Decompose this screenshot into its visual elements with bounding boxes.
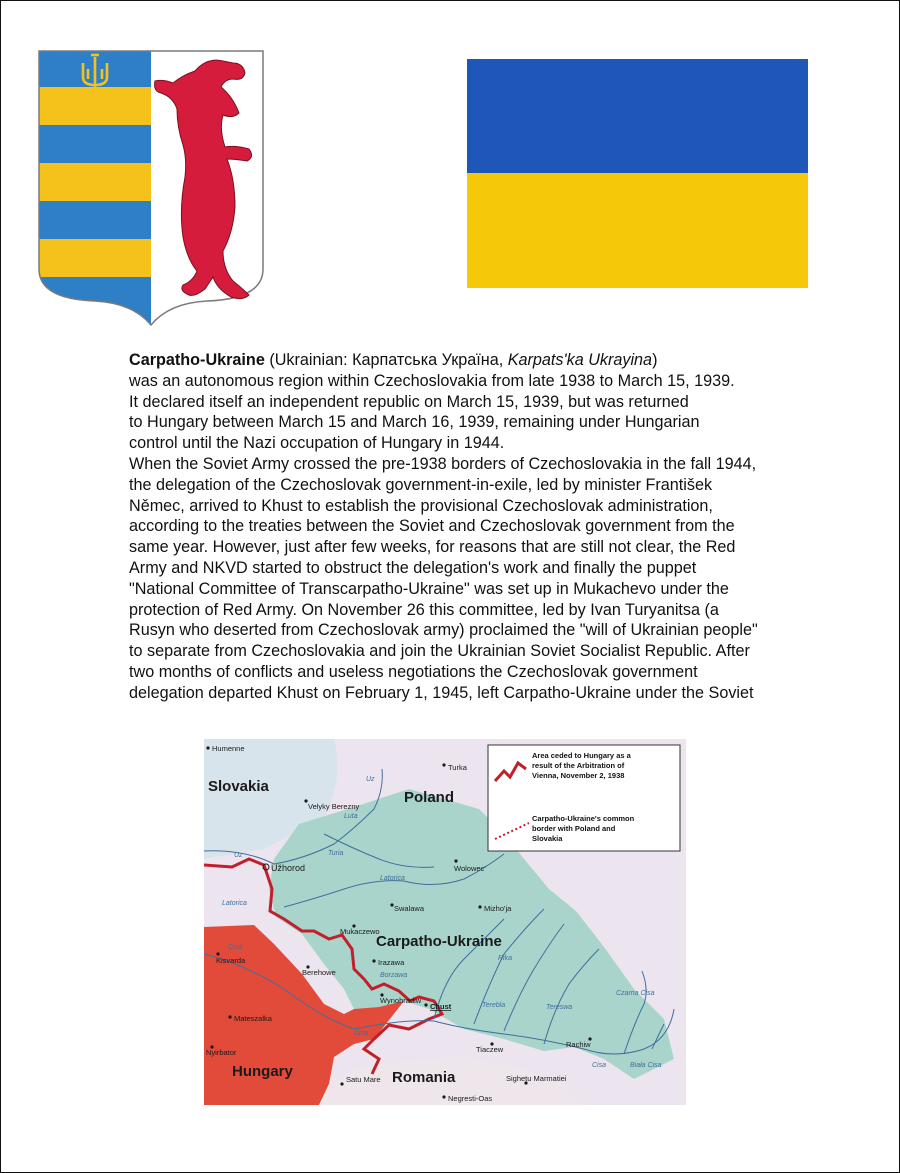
town-swalawa: Swalawa <box>394 904 425 913</box>
town-mukaczewo: Mukaczewo <box>340 927 380 936</box>
article-line: same year. However, just after few weeks, for reasons that are still not clear, the Red <box>129 538 736 557</box>
town-chust: Chust <box>430 1002 452 1011</box>
town-dot <box>424 1003 427 1006</box>
article-line: control until the Nazi occupation of Hungary in 1944. <box>129 434 505 453</box>
article-line: Army and NKVD started to obstruct the delegation's work and finally the puppet <box>129 558 697 577</box>
map-legend <box>488 745 680 851</box>
river-label-terebla: Terebla <box>482 1002 506 1009</box>
town-dot <box>442 1095 445 1098</box>
river-label-uz: Uz <box>366 776 375 783</box>
historical-map <box>204 739 686 1105</box>
town-nyirbator: Nyirbator <box>206 1048 237 1057</box>
coat-of-arms <box>37 49 265 327</box>
legend-border-line: Carpatho-Ukraine's common <box>532 814 635 823</box>
town-berehowe: Berehowe <box>302 968 336 977</box>
article-line: to separate from Czechoslovakia and join the Ukrainian Soviet Socialist Republic. After <box>129 642 750 661</box>
town-rachiw: Rachiw <box>566 1040 591 1049</box>
country-romania: Romania <box>392 1069 456 1086</box>
shield-yellow-bar <box>37 239 151 277</box>
town-dot <box>478 905 481 908</box>
article-intro-close: ) <box>652 351 658 369</box>
flag-blue-stripe <box>467 59 808 173</box>
town-turka: Turka <box>448 763 467 772</box>
river-label-cisa: Cisa <box>354 1030 369 1037</box>
river-label-cisa: Cisa <box>228 944 243 951</box>
article-line: to Hungary between March 15 and March 16, 1939, remaining under Hungarian <box>129 413 700 432</box>
article-line: the delegation of the Czechoslovak government-in-exile, led by minister František <box>129 475 713 494</box>
river-label-turia: Turia <box>328 850 344 857</box>
article-line: "National Committee of Transcarpatho-Ukraine" was set up in Mukachevo under the <box>129 579 729 598</box>
river-label-latorica: Latorica <box>380 875 405 882</box>
town-satu-mare: Satu Mare <box>346 1075 381 1084</box>
article-title: Carpatho-Ukraine <box>129 351 265 369</box>
country-hungary: Hungary <box>232 1063 293 1080</box>
town-kisvarda: Kisvarda <box>216 956 246 965</box>
river-label-czarna-cisa: Czarna Cisa <box>616 990 655 997</box>
town-mateszalka: Mateszalka <box>234 1014 272 1023</box>
town-velyky-berezny: Velyky Berezny <box>308 802 360 811</box>
river-label-tereswa: Tereswa <box>546 1004 573 1011</box>
river-label-latorica: Latorica <box>222 900 247 907</box>
article-line: Němec, arrived to Khust to establish the provisional Czechoslovak administration, <box>129 496 713 515</box>
town-wolowec: Wolowec' <box>454 864 486 873</box>
legend-border-line: Slovakia <box>532 834 563 843</box>
flag-yellow-stripe <box>467 173 808 288</box>
legend-ceded-line: result of the Arbitration of <box>532 761 625 770</box>
legend-border-line: border with Poland and <box>532 824 616 833</box>
country-slovakia: Slovakia <box>208 778 269 795</box>
river-label-biala-cisa: Biała Cisa <box>630 1062 662 1069</box>
town-tiaczew: Tiaczew <box>476 1045 504 1054</box>
article-line: was an autonomous region within Czechoslovakia from late 1938 to March 15, 1939. <box>129 371 735 390</box>
shield-yellow-bar <box>37 163 151 201</box>
town-dot <box>228 1015 231 1018</box>
country-carpatho-ukraine: Carpatho-Ukraine <box>376 933 502 950</box>
article-line: Rusyn who deserted from Czechoslovak army) proclaimed the "will of Ukrainian people" <box>129 621 758 640</box>
article-first-line <box>129 350 809 371</box>
article-intro-translit: Karpats'ka Ukrayina <box>507 351 653 369</box>
town-dot <box>372 959 375 962</box>
town-dot <box>340 1082 343 1085</box>
shield-yellow-bar <box>37 87 151 125</box>
river-label-cisa: Cisa <box>592 1062 607 1069</box>
article-text <box>129 350 809 704</box>
town-humenne: Humenne <box>212 744 245 753</box>
legend-ceded-line: Area ceded to Hungary as a <box>532 751 631 760</box>
article-line: two months of conflicts and useless negotiations the Czechoslovak government <box>129 662 698 681</box>
river-label-rika: Rika <box>498 955 513 962</box>
town-sighetu-marmatiei: Sighetu Marmatiei <box>506 1074 567 1083</box>
article-line: When the Soviet Army crossed the pre-1938 borders of Czechoslovakia in the fall 1944, <box>129 454 757 473</box>
town-dot <box>442 763 445 766</box>
ukrainian-flag <box>467 59 808 288</box>
article-line: It declared itself an independent republic on March 15, 1939, but was returned <box>129 392 689 411</box>
town-uzhorod: Užhorod <box>271 863 306 873</box>
town-negresti-oas: Negresti-Oas <box>448 1094 493 1103</box>
article-intro: (Ukrainian: Карпатська Україна, <box>264 351 508 369</box>
country-poland: Poland <box>404 789 455 806</box>
town-irazawa: Irazawa <box>378 958 405 967</box>
river-label-borzawa: Borzawa <box>380 972 408 979</box>
town-dot <box>454 859 457 862</box>
legend-ceded-line: Vienna, November 2, 1938 <box>532 771 625 780</box>
town-dot <box>206 746 209 749</box>
town-mizhirja: Mizho'ja <box>484 904 512 913</box>
article-line: delegation departed Khust on February 1, 1945, left Carpatho-Ukraine under the Soviet <box>129 683 754 702</box>
article-line: protection of Red Army. On November 26 this committee, led by Ivan Turyanitsa (a <box>129 600 719 619</box>
river-label-uz: Uz <box>234 852 243 859</box>
article-line: according to the treaties between the Soviet and Czechoslovak government from the <box>129 517 735 536</box>
river-label-luta: Luta <box>344 813 358 820</box>
town-wynohradiw: Wynohradiw <box>380 996 422 1005</box>
